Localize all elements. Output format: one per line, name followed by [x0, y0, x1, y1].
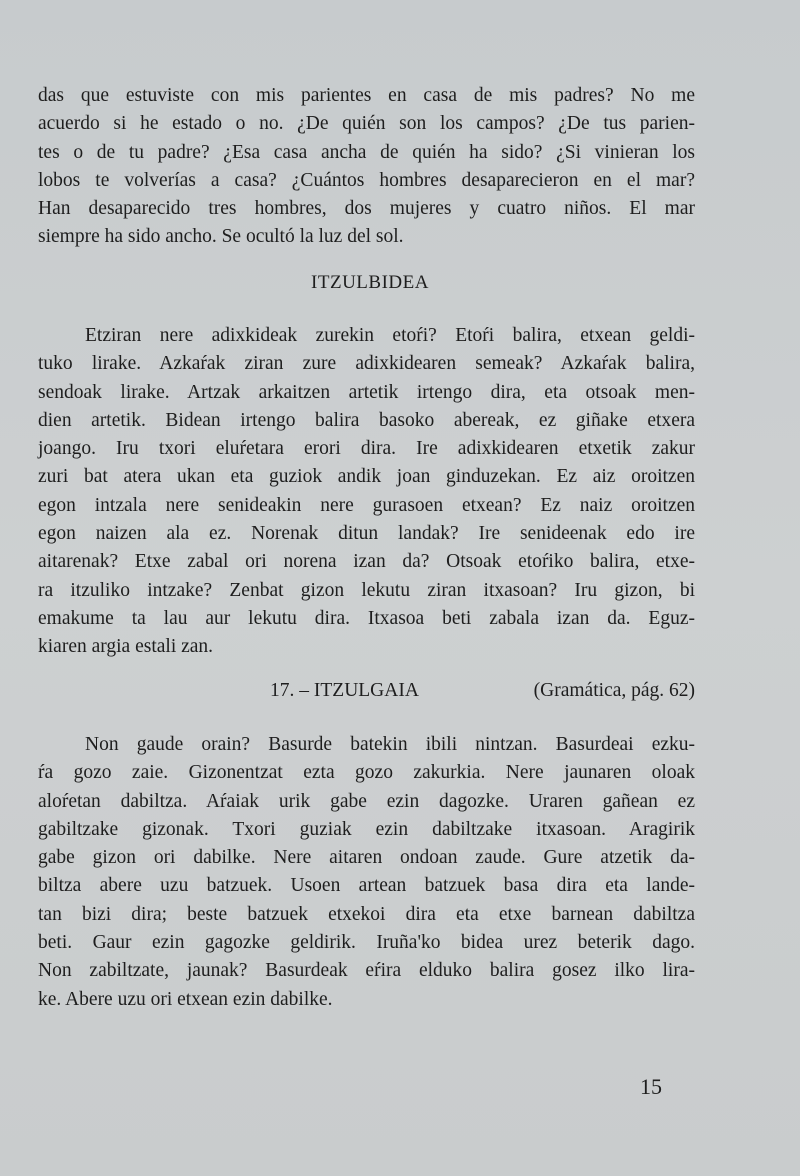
grammar-reference: (Gramática, pág. 62): [533, 680, 695, 701]
section-heading-itzulgaia: [270, 680, 695, 702]
text-line: aloŕetan dabiltza. Aŕaiak urik gabe ezin dagozke. Uraren gañean ez: [38, 790, 695, 812]
text-line: gabe gizon ori dabilke. Nere aitaren ondoan zaude. Gure atzetik da-: [38, 847, 695, 869]
text-line: ke. Abere uzu ori etxean ezin dabilke.: [38, 988, 333, 1010]
text-line: egon intzala nere senideakin nere gurasoen etxean? Ez naiz oroitzen: [38, 494, 695, 516]
text-line: beti. Gaur ezin gagozke geldirik. Iruña'ko bidea urez beterik dago.: [38, 932, 695, 954]
text-line: zuri bat atera ukan eta guziok andik joan ginduzekan. Ez aiz oroitzen: [38, 466, 695, 488]
text-line: tuko lirake. Azkaŕak ziran zure adixkidearen semeak? Azkaŕak balira,: [38, 353, 695, 375]
text-line: dien artetik. Bidean irtengo balira basoko abereak, ez giñake etxera: [38, 409, 695, 431]
text-line: ra itzuliko intzake? Zenbat gizon lekutu ziran itxasoan? Iru gizon, bi: [38, 579, 695, 601]
text-line: kiaren argia estali zan.: [38, 636, 214, 658]
paragraph-spanish: [38, 82, 695, 252]
text-line: egon naizen ala ez. Norenak ditun landak? Ire senideenak edo ire: [38, 523, 695, 545]
text-line: siempre ha sido ancho. Se ocultó la luz del sol.: [38, 226, 404, 248]
text-line: Non gaude orain? Basurde batekin ibili nintzan. Basurdeai ezku-: [85, 734, 695, 755]
exercise-number: 17. – ITZULGAIA: [270, 680, 419, 701]
text-line: emakume ta lau aur lekutu dira. Itxasoa beti zabala izan da. Eguz-: [38, 607, 695, 629]
text-line: lobos te volverías a casa? ¿Cuántos hombres desaparecieron en el mar?: [38, 169, 695, 191]
text-line: ŕa gozo zaie. Gizonentzat ezta gozo zakurkia. Nere jaunaren oloak: [38, 762, 695, 784]
text-line: Han desaparecido tres hombres, dos mujeres y cuatro niños. El mar: [38, 198, 695, 220]
text-line: biltza abere uzu batzuek. Usoen artean batzuek basa dira eta lande-: [38, 875, 695, 897]
text-line: Non zabiltzate, jaunak? Basurdeak eŕira elduko balira gosez ilko lira-: [38, 960, 695, 982]
paragraph-basque-exercise: [38, 731, 695, 1014]
text-line: gabiltzake gizonak. Txori guziak ezin dabiltzake itxasoan. Aragirik: [38, 818, 695, 840]
text-line: Etziran nere adixkideak zurekin etoŕi? Etoŕi balira, etxean geldi-: [85, 325, 695, 346]
text-line: tes o de tu padre? ¿Esa casa ancha de quién ha sido? ¿Si vinieran los: [38, 141, 695, 163]
section-heading-itzulbidea: ITZULBIDEA: [311, 272, 429, 293]
text-line: joango. Iru txori eluŕetara erori dira. Ire adixkidearen etxetik zakur: [38, 438, 695, 460]
text-line: sendoak lirake. Artzak arkaitzen artetik irtengo dira, eta otsoak men-: [38, 381, 695, 403]
text-line: tan bizi dira; beste batzuek etxekoi dira eta etxe barnean dabiltza: [38, 903, 695, 925]
text-line: acuerdo si he estado o no. ¿De quién son los campos? ¿De tus parien-: [38, 113, 695, 135]
text-line: das que estuviste con mis parientes en casa de mis padres? No me: [38, 85, 695, 106]
page-number: 15: [640, 1074, 662, 1099]
text-line: aitarenak? Etxe zabal ori norena izan da? Otsoak etoŕiko balira, etxe-: [38, 551, 695, 573]
paragraph-basque-translation: [38, 322, 695, 662]
